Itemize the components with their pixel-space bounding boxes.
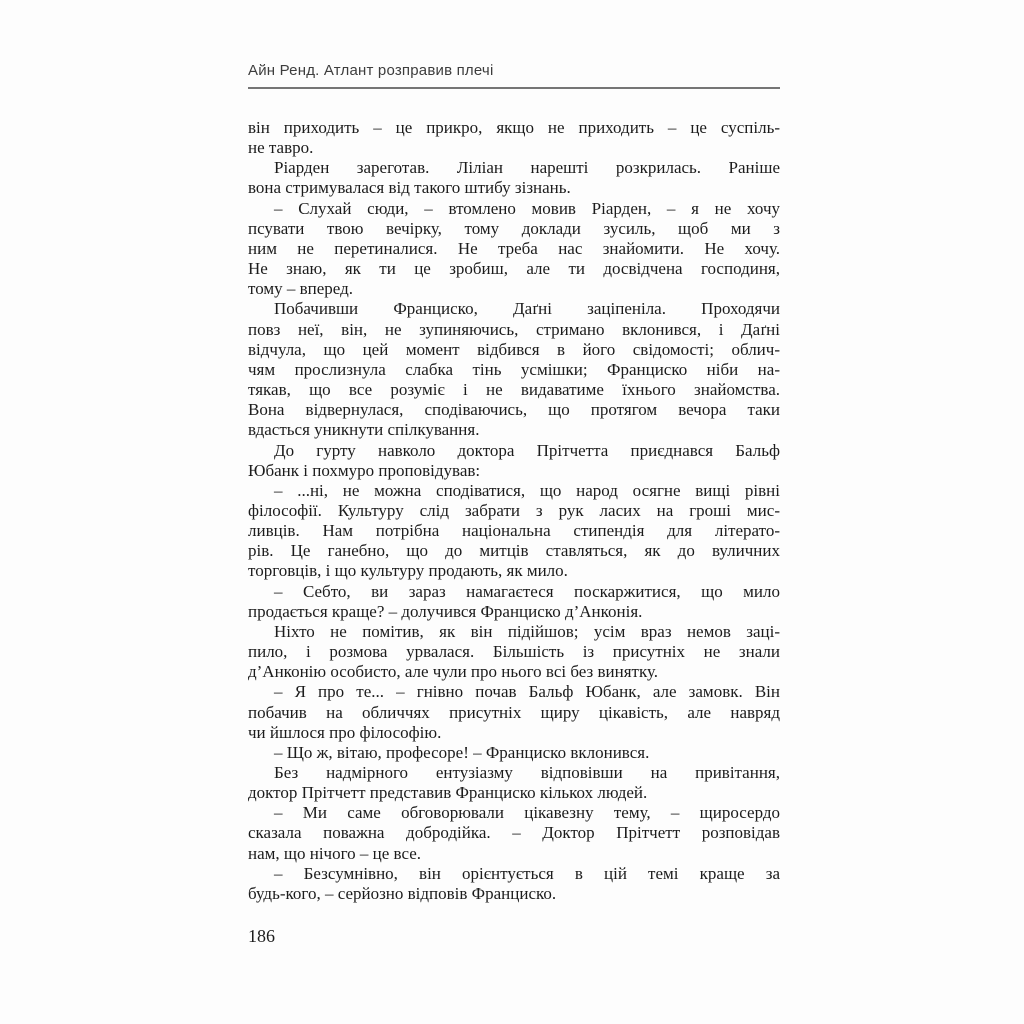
text-line: не тавро. — [248, 138, 314, 158]
text-line: – Безсумнівно, він орієнтується в цій темі краще за — [274, 863, 780, 883]
text-line: нам, що нічого – це все. — [248, 843, 422, 863]
text-line: Не знаю, як ти це зробиш, але ти досвідчена господиня, — [248, 259, 780, 279]
text-line: торговців, і що культуру продають, як мило. — [248, 561, 568, 581]
text-line: д’Анконію особисто, але чули про нього всі без винятку. — [248, 662, 659, 682]
text-line: доктор Прітчетт представив Франциско кількох людей. — [248, 783, 648, 803]
page-number: 186 — [248, 926, 275, 946]
text-line: – ...ні, не можна сподіватися, що народ осягне вищі рівні — [274, 480, 780, 500]
text-line: – Я про те... – гнівно почав Бальф Юбанк, але замовк. Він — [274, 682, 780, 702]
text-line: – Слухай сюди, – втомлено мовив Ріарден, – я не хочу — [274, 198, 780, 218]
body-text — [248, 118, 780, 904]
text-line: пило, і розмова урвалася. Більшість із присутніх не знали — [248, 642, 780, 662]
header-rule — [248, 87, 780, 89]
text-line: До гурту навколо доктора Прітчетта приєднався Бальф — [274, 440, 780, 460]
text-line: Ріарден зареготав. Ліліан нарешті розкрилась. Раніше — [274, 158, 780, 178]
running-header-title: Айн Ренд. Атлант розправив плечі — [248, 62, 494, 79]
text-line: вона стримувалася від такого штибу зізнань. — [248, 178, 571, 198]
text-line: будь-кого, – серйозно відповів Франциско. — [248, 883, 557, 903]
text-line: він приходить – це прикро, якщо не приходить – це суспіль- — [248, 118, 780, 137]
text-line: продається краще? – долучився Франциско д’Анконія. — [248, 601, 643, 621]
text-line: ливців. Нам потрібна національна стипендія для літерато- — [248, 521, 780, 541]
text-line: Без надмірного ентузіазму відповівши на привітання, — [274, 763, 780, 782]
text-line: – Що ж, вітаю, професоре! – Франциско вклонився. — [274, 742, 650, 762]
text-line: сказала поважна добродійка. – Доктор Прітчетт розповідав — [248, 823, 780, 843]
text-line: рів. Це ганебно, що до митців ставляться, як до вуличних — [248, 541, 780, 561]
text-line: – Ми саме обговорювали цікавезну тему, – щиросердо — [274, 803, 780, 823]
text-line: побачив на обличчях присутніх щиру цікавість, але навряд — [248, 702, 780, 722]
text-line: відчула, що цей момент відбився в його свідомості; облич- — [248, 339, 780, 359]
text-line: – Себто, ви зараз намагаєтеся поскаржитися, що мило — [274, 581, 780, 601]
text-line: вдасться уникнути спілкування. — [248, 420, 480, 440]
text-line: псувати твою вечірку, тому доклади зусиль, щоб ми з — [248, 218, 780, 238]
text-line: тому – вперед. — [248, 279, 354, 299]
text-line: повз неї, він, не зупиняючись, стримано вклонився, і Даґні — [248, 319, 780, 339]
text-line: чи йшлося про філософію. — [248, 722, 442, 742]
text-line: філософії. Культуру слід забрати з рук ласих на гроші мис- — [248, 500, 780, 520]
text-line: тякав, що все розуміє і не видаватиме їхнього знайомства. — [248, 380, 780, 400]
text-line: чям прослизнула слабка тінь усмішки; Франциско ніби на- — [248, 359, 780, 379]
text-line: Ніхто не помітив, як він підійшов; усім враз немов заці- — [274, 621, 780, 641]
text-line: Вона відвернулася, сподіваючись, що протягом вечора таки — [248, 400, 780, 420]
text-line: Побачивши Франциско, Даґні заціпеніла. Проходячи — [274, 299, 780, 319]
text-line: ним не перетиналися. Не треба нас знайомити. Не хочу. — [248, 238, 780, 258]
text-line: Юбанк і похмуро проповідував: — [248, 460, 481, 480]
